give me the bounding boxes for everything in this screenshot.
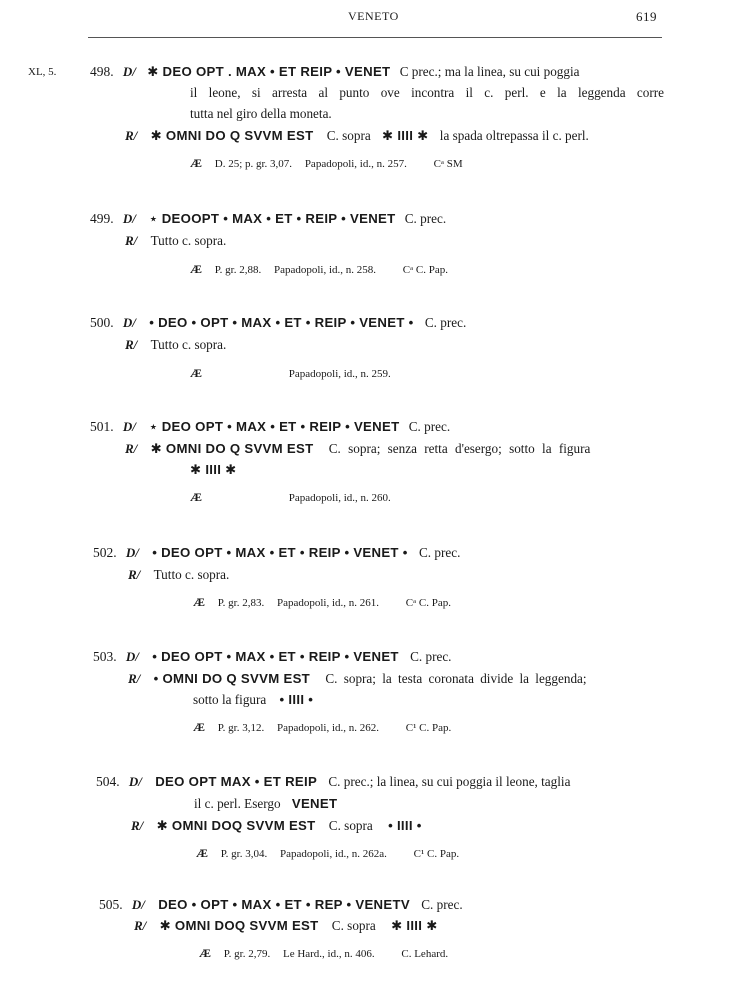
reverse-continuation	[190, 462, 236, 478]
reference-info: Papadopoli, id., n. 262.	[276, 722, 380, 734]
collection-info: Cᵃ C. Pap.	[405, 597, 451, 609]
reverse-legend: ✱ OMNI DO Q SVVM EST	[150, 441, 314, 456]
collection-info: C¹ C. Pap.	[405, 722, 452, 734]
reference-info: Papadopoli, id., n. 260.	[288, 492, 391, 504]
metal-symbol: Æ	[199, 946, 211, 960]
reverse-description: C. sopra	[326, 128, 371, 143]
metal-symbol: Æ	[193, 720, 205, 734]
entry-number: 500.	[90, 315, 114, 330]
collection-info: C. Lehard.	[401, 948, 449, 960]
reference-info: Le Hard., id., n. 406.	[282, 948, 375, 960]
metadata-line	[190, 490, 391, 505]
obverse-legend: DEO • OPT • MAX • ET • REP • VENETV	[158, 897, 410, 912]
obverse-symbol: D/	[128, 774, 142, 789]
reverse-legend: • OMNI DO Q SVVM EST	[153, 671, 311, 686]
weight-info: P. gr. 2,83.	[217, 597, 265, 609]
reverse-legend-extra: • IIII •	[279, 692, 314, 707]
weight-info: P. gr. 2,79.	[223, 948, 271, 960]
header-rule	[88, 37, 662, 38]
obverse-continuation: tutta nel giro della moneta.	[190, 106, 332, 121]
obverse-line	[90, 315, 466, 331]
weight-info: D. 25; p. gr. 3,07.	[214, 158, 293, 170]
reference-info: Papadopoli, id., n. 262a.	[279, 848, 387, 860]
obverse-symbol: D/	[122, 315, 136, 330]
weight-info: P. gr. 2,88.	[214, 264, 262, 276]
obverse-description: C. prec.	[410, 649, 452, 664]
reverse-description: Tutto c. sopra.	[150, 233, 227, 248]
metal-symbol: Æ	[190, 262, 202, 276]
reverse-description: C. sopra	[331, 918, 376, 933]
metadata-line	[199, 946, 448, 961]
entry-number: 502.	[93, 545, 117, 560]
obverse-continuation	[194, 796, 337, 812]
page-number: 619	[636, 9, 657, 24]
entry-number: 498.	[90, 64, 114, 79]
reverse-symbol: R/	[128, 567, 141, 582]
obverse-description: C. prec.	[421, 897, 463, 912]
reverse-line	[131, 818, 422, 834]
obverse-legend: ✱ DEO OPT . MAX • ET REIP • VENET	[147, 64, 391, 79]
metadata-line	[190, 366, 391, 381]
obverse-line	[93, 545, 460, 561]
obverse-description: C. prec.; la linea, su cui poggia il leone, taglia	[328, 774, 571, 789]
collection-info: Cᵃ C. Pap.	[402, 264, 448, 276]
obverse-line	[96, 774, 570, 790]
obverse-symbol: D/	[125, 649, 139, 664]
entry-number: 503.	[93, 649, 117, 664]
reverse-line	[125, 128, 589, 144]
reverse-symbol: R/	[128, 671, 141, 686]
reverse-description: Tutto c. sopra.	[153, 567, 230, 582]
metal-symbol: Æ	[196, 846, 208, 860]
weight-info: P. gr. 3,12.	[217, 722, 265, 734]
obverse-legend: • DEO • OPT • MAX • ET • REIP • VENET •	[149, 315, 414, 330]
reverse-line	[128, 671, 587, 687]
reverse-continuation-text: sotto la figura	[193, 692, 267, 707]
weight-info: P. gr. 3,04.	[220, 848, 268, 860]
reverse-description: Tutto c. sopra.	[150, 337, 227, 352]
metal-symbol: Æ	[190, 156, 202, 170]
obverse-continuation-text: il c. perl. Esergo	[194, 796, 281, 811]
metal-symbol: Æ	[190, 490, 202, 504]
reverse-legend: ✱ OMNI DO Q SVVM EST	[150, 128, 314, 143]
obverse-legend: • DEO OPT • MAX • ET • REIP • VENET	[152, 649, 399, 664]
reverse-line	[125, 441, 590, 457]
reverse-legend-extra: • IIII •	[388, 818, 422, 833]
reverse-continuation	[193, 692, 313, 708]
obverse-legend: ⋆ DEOOPT • MAX • ET • REIP • VENET	[149, 211, 396, 226]
reverse-line	[134, 918, 438, 934]
reverse-legend-extra: ✱ IIII ✱	[382, 128, 429, 143]
reverse-legend-extra: ✱ IIII ✱	[391, 918, 438, 933]
entry-number: 504.	[96, 774, 120, 789]
metadata-line	[196, 846, 459, 861]
obverse-line	[90, 419, 450, 435]
reverse-description: C. sopra; la testa coronata divide la leggenda;	[325, 671, 587, 686]
reverse-line	[128, 567, 229, 583]
reference-info: Papadopoli, id., n. 257.	[304, 158, 407, 170]
metadata-line	[190, 262, 448, 277]
reverse-symbol: R/	[125, 128, 138, 143]
entry-number: 501.	[90, 419, 114, 434]
obverse-line	[93, 649, 451, 665]
reverse-symbol: R/	[131, 818, 144, 833]
reverse-description: C. sopra	[328, 818, 373, 833]
obverse-legend: • DEO OPT • MAX • ET • REIP • VENET •	[152, 545, 408, 560]
reverse-symbol: R/	[125, 233, 138, 248]
metal-symbol: Æ	[193, 595, 205, 609]
collection-info: Cᵃ SM	[433, 158, 463, 170]
obverse-description: C. prec.	[418, 545, 461, 560]
reference-info: Papadopoli, id., n. 259.	[288, 368, 391, 380]
collection-info: C¹ C. Pap.	[413, 848, 460, 860]
obverse-symbol: D/	[125, 545, 139, 560]
reverse-symbol: R/	[125, 441, 138, 456]
metadata-line	[190, 156, 463, 171]
reference-info: Papadopoli, id., n. 261.	[276, 597, 380, 609]
reverse-symbol: R/	[134, 918, 147, 933]
entry-number: 505.	[99, 897, 123, 912]
reverse-line	[125, 233, 226, 249]
obverse-line	[90, 211, 446, 227]
obverse-symbol: D/	[122, 64, 136, 79]
obverse-line	[90, 64, 580, 80]
page-header-title: VENETO	[348, 9, 399, 23]
obverse-symbol: D/	[131, 897, 145, 912]
obverse-symbol: D/	[122, 211, 136, 226]
obverse-description: C. prec.	[408, 419, 451, 434]
entry-number: 499.	[90, 211, 114, 226]
obverse-legend: DEO OPT MAX • ET REIP	[155, 774, 318, 789]
reverse-legend: ✱ OMNI DOQ SVVM EST	[156, 818, 316, 833]
exergue-legend: VENET	[291, 796, 338, 811]
metadata-line	[193, 720, 451, 735]
reverse-legend: ✱ OMNI DOQ SVVM EST	[159, 918, 319, 933]
reverse-line	[125, 337, 226, 353]
reverse-symbol: R/	[125, 337, 138, 352]
obverse-continuation: il leone, si arresta al punto ove incontra il c. perl. e la leggenda corre	[190, 85, 664, 100]
reverse-legend-extra: ✱ IIII ✱	[190, 462, 237, 477]
metal-symbol: Æ	[190, 366, 202, 380]
obverse-description: C. prec.	[404, 211, 447, 226]
reverse-description-extra: la spada oltrepassa il c. perl.	[439, 128, 589, 143]
obverse-symbol: D/	[122, 419, 136, 434]
margin-reference: XL, 5.	[28, 66, 57, 78]
obverse-line	[99, 897, 463, 913]
obverse-description: C prec.; ma la linea, su cui poggia	[399, 64, 580, 79]
reverse-description: C. sopra; senza retta d'esergo; sotto la figura	[328, 441, 591, 456]
obverse-description: C. prec.	[424, 315, 467, 330]
obverse-legend: ⋆ DEO OPT • MAX • ET • REIP • VENET	[149, 419, 400, 434]
metadata-line	[193, 595, 451, 610]
reference-info: Papadopoli, id., n. 258.	[273, 264, 377, 276]
